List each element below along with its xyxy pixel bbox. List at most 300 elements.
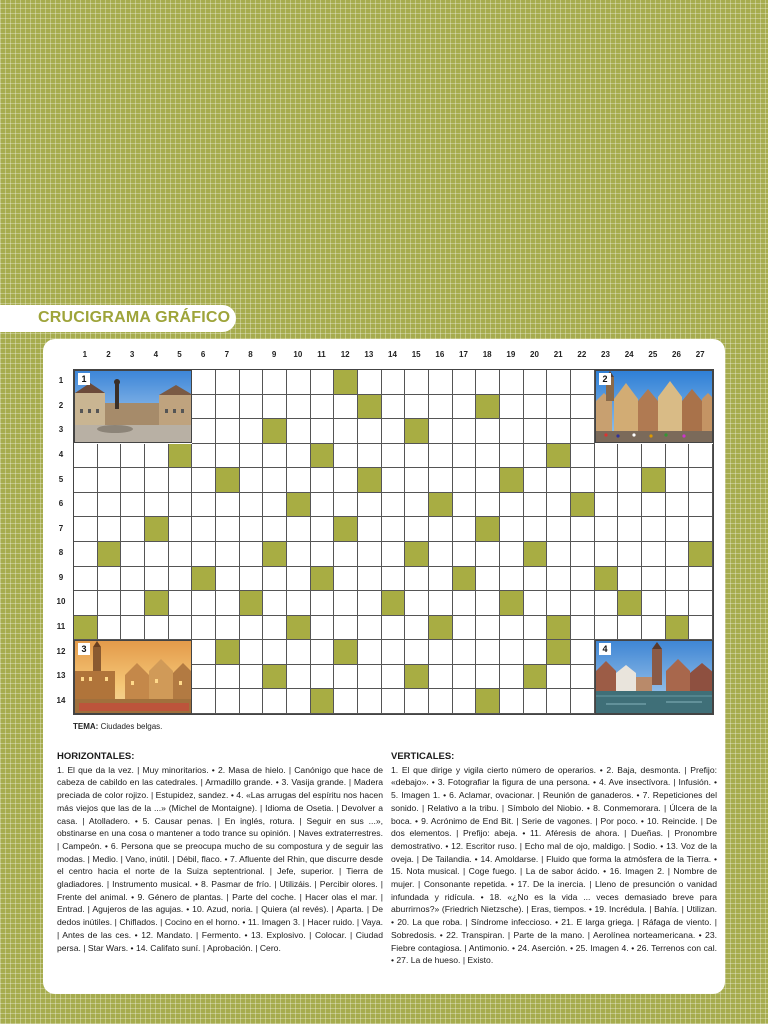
answer-cell[interactable] bbox=[524, 395, 548, 420]
answer-cell[interactable] bbox=[571, 640, 595, 665]
answer-cell[interactable] bbox=[287, 395, 311, 420]
answer-cell[interactable] bbox=[334, 468, 358, 493]
answer-cell[interactable] bbox=[476, 542, 500, 567]
answer-cell[interactable] bbox=[666, 567, 690, 592]
answer-cell[interactable] bbox=[453, 419, 477, 444]
black-cell bbox=[263, 542, 287, 567]
answer-cell[interactable] bbox=[476, 444, 500, 469]
answer-cell[interactable] bbox=[263, 567, 287, 592]
answer-cell[interactable] bbox=[618, 468, 642, 493]
answer-cell[interactable] bbox=[263, 517, 287, 542]
answer-cell[interactable] bbox=[476, 567, 500, 592]
answer-cell[interactable] bbox=[311, 640, 335, 665]
answer-cell[interactable] bbox=[311, 493, 335, 518]
answer-cell[interactable] bbox=[429, 468, 453, 493]
column-number: 21 bbox=[553, 350, 563, 359]
answer-cell[interactable] bbox=[192, 395, 216, 420]
answer-cell[interactable] bbox=[642, 591, 666, 616]
column-number: 15 bbox=[411, 350, 421, 359]
column-number: 25 bbox=[648, 350, 658, 359]
answer-cell[interactable] bbox=[287, 665, 311, 690]
answer-cell[interactable] bbox=[74, 591, 98, 616]
answer-cell[interactable] bbox=[121, 567, 145, 592]
column-number: 24 bbox=[624, 350, 634, 359]
answer-cell[interactable] bbox=[595, 616, 619, 641]
answer-cell[interactable] bbox=[382, 616, 406, 641]
answer-cell[interactable] bbox=[192, 370, 216, 395]
answer-cell[interactable] bbox=[618, 517, 642, 542]
answer-cell[interactable] bbox=[240, 370, 264, 395]
answer-cell[interactable] bbox=[240, 640, 264, 665]
answer-cell[interactable] bbox=[571, 591, 595, 616]
answer-cell[interactable] bbox=[145, 616, 169, 641]
answer-cell[interactable] bbox=[145, 444, 169, 469]
answer-cell[interactable] bbox=[666, 444, 690, 469]
answer-cell[interactable] bbox=[263, 395, 287, 420]
answer-cell[interactable] bbox=[358, 567, 382, 592]
answer-cell[interactable] bbox=[358, 689, 382, 714]
answer-cell[interactable] bbox=[382, 395, 406, 420]
answer-cell[interactable] bbox=[500, 640, 524, 665]
answer-cell[interactable] bbox=[263, 591, 287, 616]
answer-cell[interactable] bbox=[524, 444, 548, 469]
answer-cell[interactable] bbox=[500, 444, 524, 469]
answer-cell[interactable] bbox=[571, 468, 595, 493]
answer-cell[interactable] bbox=[382, 444, 406, 469]
answer-cell[interactable] bbox=[192, 542, 216, 567]
answer-cell[interactable] bbox=[547, 517, 571, 542]
black-cell bbox=[382, 591, 406, 616]
black-cell bbox=[358, 395, 382, 420]
answer-cell[interactable] bbox=[358, 493, 382, 518]
answer-cell[interactable] bbox=[358, 665, 382, 690]
answer-cell[interactable] bbox=[429, 689, 453, 714]
answer-cell[interactable] bbox=[358, 616, 382, 641]
answer-cell[interactable] bbox=[98, 567, 122, 592]
answer-cell[interactable] bbox=[311, 370, 335, 395]
answer-cell[interactable] bbox=[311, 665, 335, 690]
answer-cell[interactable] bbox=[500, 689, 524, 714]
answer-cell[interactable] bbox=[311, 542, 335, 567]
answer-cell[interactable] bbox=[405, 567, 429, 592]
answer-cell[interactable] bbox=[500, 616, 524, 641]
answer-cell[interactable] bbox=[240, 395, 264, 420]
column-number: 22 bbox=[577, 350, 587, 359]
answer-cell[interactable] bbox=[121, 591, 145, 616]
answer-cell[interactable] bbox=[287, 640, 311, 665]
answer-cell[interactable] bbox=[689, 616, 713, 641]
answer-cell[interactable] bbox=[382, 689, 406, 714]
answer-cell[interactable] bbox=[642, 517, 666, 542]
answer-cell[interactable] bbox=[287, 542, 311, 567]
answer-cell[interactable] bbox=[192, 419, 216, 444]
answer-cell[interactable] bbox=[524, 591, 548, 616]
black-cell bbox=[500, 591, 524, 616]
answer-cell[interactable] bbox=[405, 591, 429, 616]
answer-cell[interactable] bbox=[476, 616, 500, 641]
answer-cell[interactable] bbox=[405, 640, 429, 665]
answer-cell[interactable] bbox=[453, 616, 477, 641]
answer-cell[interactable] bbox=[476, 419, 500, 444]
answer-cell[interactable] bbox=[618, 493, 642, 518]
answer-cell[interactable] bbox=[240, 493, 264, 518]
answer-cell[interactable] bbox=[358, 591, 382, 616]
answer-cell[interactable] bbox=[547, 689, 571, 714]
column-number: 3 bbox=[129, 350, 135, 359]
answer-cell[interactable] bbox=[192, 665, 216, 690]
answer-cell[interactable] bbox=[287, 567, 311, 592]
answer-cell[interactable] bbox=[98, 616, 122, 641]
answer-cell[interactable] bbox=[98, 493, 122, 518]
answer-cell[interactable] bbox=[287, 689, 311, 714]
answer-cell[interactable] bbox=[382, 468, 406, 493]
answer-cell[interactable] bbox=[263, 444, 287, 469]
answer-cell[interactable] bbox=[169, 616, 193, 641]
answer-cell[interactable] bbox=[500, 517, 524, 542]
answer-cell[interactable] bbox=[524, 689, 548, 714]
answer-cell[interactable] bbox=[287, 591, 311, 616]
answer-cell[interactable] bbox=[547, 542, 571, 567]
answer-cell[interactable] bbox=[192, 444, 216, 469]
answer-cell[interactable] bbox=[453, 640, 477, 665]
answer-cell[interactable] bbox=[547, 591, 571, 616]
answer-cell[interactable] bbox=[689, 444, 713, 469]
answer-cell[interactable] bbox=[287, 419, 311, 444]
answer-cell[interactable] bbox=[571, 517, 595, 542]
answer-cell[interactable] bbox=[595, 517, 619, 542]
answer-cell[interactable] bbox=[121, 542, 145, 567]
answer-cell[interactable] bbox=[547, 395, 571, 420]
answer-cell[interactable] bbox=[240, 517, 264, 542]
black-cell bbox=[405, 542, 429, 567]
answer-cell[interactable] bbox=[453, 493, 477, 518]
answer-cell[interactable] bbox=[595, 493, 619, 518]
answer-cell[interactable] bbox=[240, 444, 264, 469]
answer-cell[interactable] bbox=[358, 370, 382, 395]
answer-cell[interactable] bbox=[74, 517, 98, 542]
answer-cell[interactable] bbox=[476, 493, 500, 518]
answer-cell[interactable] bbox=[382, 640, 406, 665]
answer-cell[interactable] bbox=[216, 542, 240, 567]
answer-cell[interactable] bbox=[571, 542, 595, 567]
answer-cell[interactable] bbox=[453, 370, 477, 395]
answer-cell[interactable] bbox=[216, 493, 240, 518]
column-number: 5 bbox=[177, 350, 182, 359]
answer-cell[interactable] bbox=[571, 419, 595, 444]
answer-cell[interactable] bbox=[311, 395, 335, 420]
answer-cell[interactable] bbox=[453, 395, 477, 420]
answer-cell[interactable] bbox=[382, 370, 406, 395]
black-cell bbox=[547, 616, 571, 641]
answer-cell[interactable] bbox=[216, 517, 240, 542]
column-number: 26 bbox=[672, 350, 681, 359]
answer-cell[interactable] bbox=[571, 616, 595, 641]
answer-cell[interactable] bbox=[145, 468, 169, 493]
answer-cell[interactable] bbox=[216, 567, 240, 592]
answer-cell[interactable] bbox=[382, 665, 406, 690]
answer-cell[interactable] bbox=[240, 419, 264, 444]
answer-cell[interactable] bbox=[689, 591, 713, 616]
answer-cell[interactable] bbox=[595, 591, 619, 616]
answer-cell[interactable] bbox=[642, 567, 666, 592]
answer-cell[interactable] bbox=[666, 493, 690, 518]
answer-cell[interactable] bbox=[192, 493, 216, 518]
black-cell bbox=[145, 517, 169, 542]
answer-cell[interactable] bbox=[334, 591, 358, 616]
answer-cell[interactable] bbox=[98, 444, 122, 469]
answer-cell[interactable] bbox=[429, 567, 453, 592]
answer-cell[interactable] bbox=[98, 517, 122, 542]
image-number: 3 bbox=[78, 643, 90, 655]
answer-cell[interactable] bbox=[571, 567, 595, 592]
answer-cell[interactable] bbox=[240, 567, 264, 592]
answer-cell[interactable] bbox=[334, 419, 358, 444]
answer-cell[interactable] bbox=[263, 468, 287, 493]
answer-cell[interactable] bbox=[571, 395, 595, 420]
answer-cell[interactable] bbox=[311, 517, 335, 542]
answer-cell[interactable] bbox=[98, 591, 122, 616]
answer-cell[interactable] bbox=[74, 468, 98, 493]
answer-cell[interactable] bbox=[240, 468, 264, 493]
answer-cell[interactable] bbox=[405, 689, 429, 714]
answer-cell[interactable] bbox=[571, 444, 595, 469]
answer-cell[interactable] bbox=[74, 493, 98, 518]
answer-cell[interactable] bbox=[334, 616, 358, 641]
answer-cell[interactable] bbox=[169, 493, 193, 518]
answer-cell[interactable] bbox=[74, 567, 98, 592]
answer-cell[interactable] bbox=[453, 542, 477, 567]
row-number: 10 bbox=[56, 597, 66, 607]
answer-cell[interactable] bbox=[689, 468, 713, 493]
answer-cell[interactable] bbox=[121, 468, 145, 493]
answer-cell[interactable] bbox=[689, 567, 713, 592]
answer-cell[interactable] bbox=[595, 542, 619, 567]
column-number: 7 bbox=[224, 350, 230, 359]
answer-cell[interactable] bbox=[169, 567, 193, 592]
answer-cell[interactable] bbox=[500, 419, 524, 444]
answer-cell[interactable] bbox=[382, 567, 406, 592]
answer-cell[interactable] bbox=[192, 517, 216, 542]
answer-cell[interactable] bbox=[429, 665, 453, 690]
answer-cell[interactable] bbox=[500, 567, 524, 592]
answer-cell[interactable] bbox=[666, 542, 690, 567]
answer-cell[interactable] bbox=[571, 665, 595, 690]
answer-cell[interactable] bbox=[334, 665, 358, 690]
answer-cell[interactable] bbox=[429, 517, 453, 542]
answer-cell[interactable] bbox=[547, 567, 571, 592]
answer-cell[interactable] bbox=[382, 542, 406, 567]
answer-cell[interactable] bbox=[240, 542, 264, 567]
answer-cell[interactable] bbox=[524, 468, 548, 493]
answer-cell[interactable] bbox=[334, 493, 358, 518]
column-number: 11 bbox=[317, 350, 326, 359]
answer-cell[interactable] bbox=[334, 444, 358, 469]
answer-cell[interactable] bbox=[547, 370, 571, 395]
answer-cell[interactable] bbox=[524, 370, 548, 395]
answer-cell[interactable] bbox=[571, 689, 595, 714]
answer-cell[interactable] bbox=[240, 689, 264, 714]
answer-cell[interactable] bbox=[145, 567, 169, 592]
answer-cell[interactable] bbox=[429, 419, 453, 444]
answer-cell[interactable] bbox=[453, 468, 477, 493]
answer-cell[interactable] bbox=[287, 468, 311, 493]
answer-cell[interactable] bbox=[358, 542, 382, 567]
answer-cell[interactable] bbox=[216, 444, 240, 469]
answer-cell[interactable] bbox=[192, 591, 216, 616]
answer-cell[interactable] bbox=[334, 542, 358, 567]
answer-cell[interactable] bbox=[216, 591, 240, 616]
answer-cell[interactable] bbox=[287, 517, 311, 542]
answer-cell[interactable] bbox=[429, 370, 453, 395]
answer-cell[interactable] bbox=[453, 665, 477, 690]
black-cell bbox=[453, 567, 477, 592]
answer-cell[interactable] bbox=[547, 665, 571, 690]
answer-cell[interactable] bbox=[595, 444, 619, 469]
answer-cell[interactable] bbox=[524, 419, 548, 444]
row-number: 11 bbox=[56, 622, 66, 631]
answer-cell[interactable] bbox=[263, 689, 287, 714]
answer-cell[interactable] bbox=[547, 419, 571, 444]
answer-cell[interactable] bbox=[358, 419, 382, 444]
answer-cell[interactable] bbox=[642, 616, 666, 641]
answer-cell[interactable] bbox=[666, 591, 690, 616]
answer-cell[interactable] bbox=[689, 517, 713, 542]
answer-cell[interactable] bbox=[311, 591, 335, 616]
answer-cell[interactable] bbox=[121, 517, 145, 542]
answer-cell[interactable] bbox=[429, 444, 453, 469]
black-cell bbox=[571, 493, 595, 518]
answer-cell[interactable] bbox=[618, 542, 642, 567]
answer-cell[interactable] bbox=[216, 370, 240, 395]
answer-cell[interactable] bbox=[382, 517, 406, 542]
answer-cell[interactable] bbox=[334, 395, 358, 420]
answer-cell[interactable] bbox=[287, 370, 311, 395]
answer-cell[interactable] bbox=[358, 517, 382, 542]
answer-cell[interactable] bbox=[216, 689, 240, 714]
answer-cell[interactable] bbox=[595, 468, 619, 493]
answer-cell[interactable] bbox=[358, 444, 382, 469]
answer-cell[interactable] bbox=[405, 444, 429, 469]
answer-cell[interactable] bbox=[216, 395, 240, 420]
answer-cell[interactable] bbox=[192, 689, 216, 714]
answer-cell[interactable] bbox=[453, 517, 477, 542]
answer-cell[interactable] bbox=[571, 370, 595, 395]
answer-cell[interactable] bbox=[405, 370, 429, 395]
answer-cell[interactable] bbox=[524, 567, 548, 592]
answer-cell[interactable] bbox=[169, 517, 193, 542]
answer-cell[interactable] bbox=[476, 665, 500, 690]
answer-cell[interactable] bbox=[524, 493, 548, 518]
answer-cell[interactable] bbox=[405, 468, 429, 493]
answer-cell[interactable] bbox=[240, 616, 264, 641]
answer-cell[interactable] bbox=[169, 591, 193, 616]
answer-cell[interactable] bbox=[382, 419, 406, 444]
answer-cell[interactable] bbox=[358, 640, 382, 665]
answer-cell[interactable] bbox=[476, 591, 500, 616]
answer-cell[interactable] bbox=[500, 493, 524, 518]
answer-cell[interactable] bbox=[169, 542, 193, 567]
answer-cell[interactable] bbox=[453, 444, 477, 469]
answer-cell[interactable] bbox=[689, 493, 713, 518]
answer-cell[interactable] bbox=[453, 689, 477, 714]
answer-cell[interactable] bbox=[500, 370, 524, 395]
answer-cell[interactable] bbox=[216, 419, 240, 444]
bruges-canal-photo bbox=[596, 641, 713, 714]
answer-cell[interactable] bbox=[121, 616, 145, 641]
answer-cell[interactable] bbox=[618, 616, 642, 641]
answer-cell[interactable] bbox=[642, 493, 666, 518]
answer-cell[interactable] bbox=[311, 419, 335, 444]
answer-cell[interactable] bbox=[618, 444, 642, 469]
black-cell bbox=[476, 689, 500, 714]
answer-cell[interactable] bbox=[192, 640, 216, 665]
answer-cell[interactable] bbox=[263, 370, 287, 395]
answer-cell[interactable] bbox=[476, 640, 500, 665]
answer-cell[interactable] bbox=[145, 542, 169, 567]
answer-cell[interactable] bbox=[334, 567, 358, 592]
answer-cell[interactable] bbox=[382, 493, 406, 518]
answer-cell[interactable] bbox=[500, 542, 524, 567]
row-number: 7 bbox=[58, 523, 64, 533]
answer-cell[interactable] bbox=[192, 468, 216, 493]
black-cell bbox=[334, 517, 358, 542]
answer-cell[interactable] bbox=[263, 640, 287, 665]
answer-cell[interactable] bbox=[429, 591, 453, 616]
answer-cell[interactable] bbox=[311, 468, 335, 493]
answer-cell[interactable] bbox=[263, 616, 287, 641]
answer-cell[interactable] bbox=[169, 468, 193, 493]
answer-cell[interactable] bbox=[240, 665, 264, 690]
answer-cell[interactable] bbox=[500, 665, 524, 690]
answer-cell[interactable] bbox=[287, 444, 311, 469]
answer-cell[interactable] bbox=[524, 517, 548, 542]
answer-cell[interactable] bbox=[98, 468, 122, 493]
answer-cell[interactable] bbox=[500, 395, 524, 420]
answer-cell[interactable] bbox=[476, 468, 500, 493]
answer-cell[interactable] bbox=[524, 640, 548, 665]
answer-cell[interactable] bbox=[642, 444, 666, 469]
answer-cell[interactable] bbox=[263, 493, 287, 518]
answer-cell[interactable] bbox=[74, 542, 98, 567]
answer-cell[interactable] bbox=[121, 493, 145, 518]
answer-cell[interactable] bbox=[145, 493, 169, 518]
answer-cell[interactable] bbox=[429, 640, 453, 665]
answer-cell[interactable] bbox=[405, 616, 429, 641]
answer-cell[interactable] bbox=[429, 542, 453, 567]
answer-cell[interactable] bbox=[216, 616, 240, 641]
answer-cell[interactable] bbox=[311, 616, 335, 641]
answer-cell[interactable] bbox=[618, 567, 642, 592]
answer-cell[interactable] bbox=[642, 542, 666, 567]
answer-cell[interactable] bbox=[121, 444, 145, 469]
answer-cell[interactable] bbox=[405, 493, 429, 518]
answer-cell[interactable] bbox=[192, 616, 216, 641]
answer-cell[interactable] bbox=[666, 517, 690, 542]
answer-cell[interactable] bbox=[547, 493, 571, 518]
answer-cell[interactable] bbox=[405, 517, 429, 542]
answer-cell[interactable] bbox=[216, 665, 240, 690]
answer-cell[interactable] bbox=[405, 395, 429, 420]
page-title: CRUCIGRAMA GRÁFICO bbox=[38, 309, 231, 326]
answer-cell[interactable] bbox=[666, 468, 690, 493]
answer-cell[interactable] bbox=[334, 689, 358, 714]
answer-cell[interactable] bbox=[429, 395, 453, 420]
answer-cell[interactable] bbox=[547, 468, 571, 493]
answer-cell[interactable] bbox=[476, 370, 500, 395]
answer-cell[interactable] bbox=[453, 591, 477, 616]
answer-cell[interactable] bbox=[74, 444, 98, 469]
answer-cell[interactable] bbox=[524, 616, 548, 641]
